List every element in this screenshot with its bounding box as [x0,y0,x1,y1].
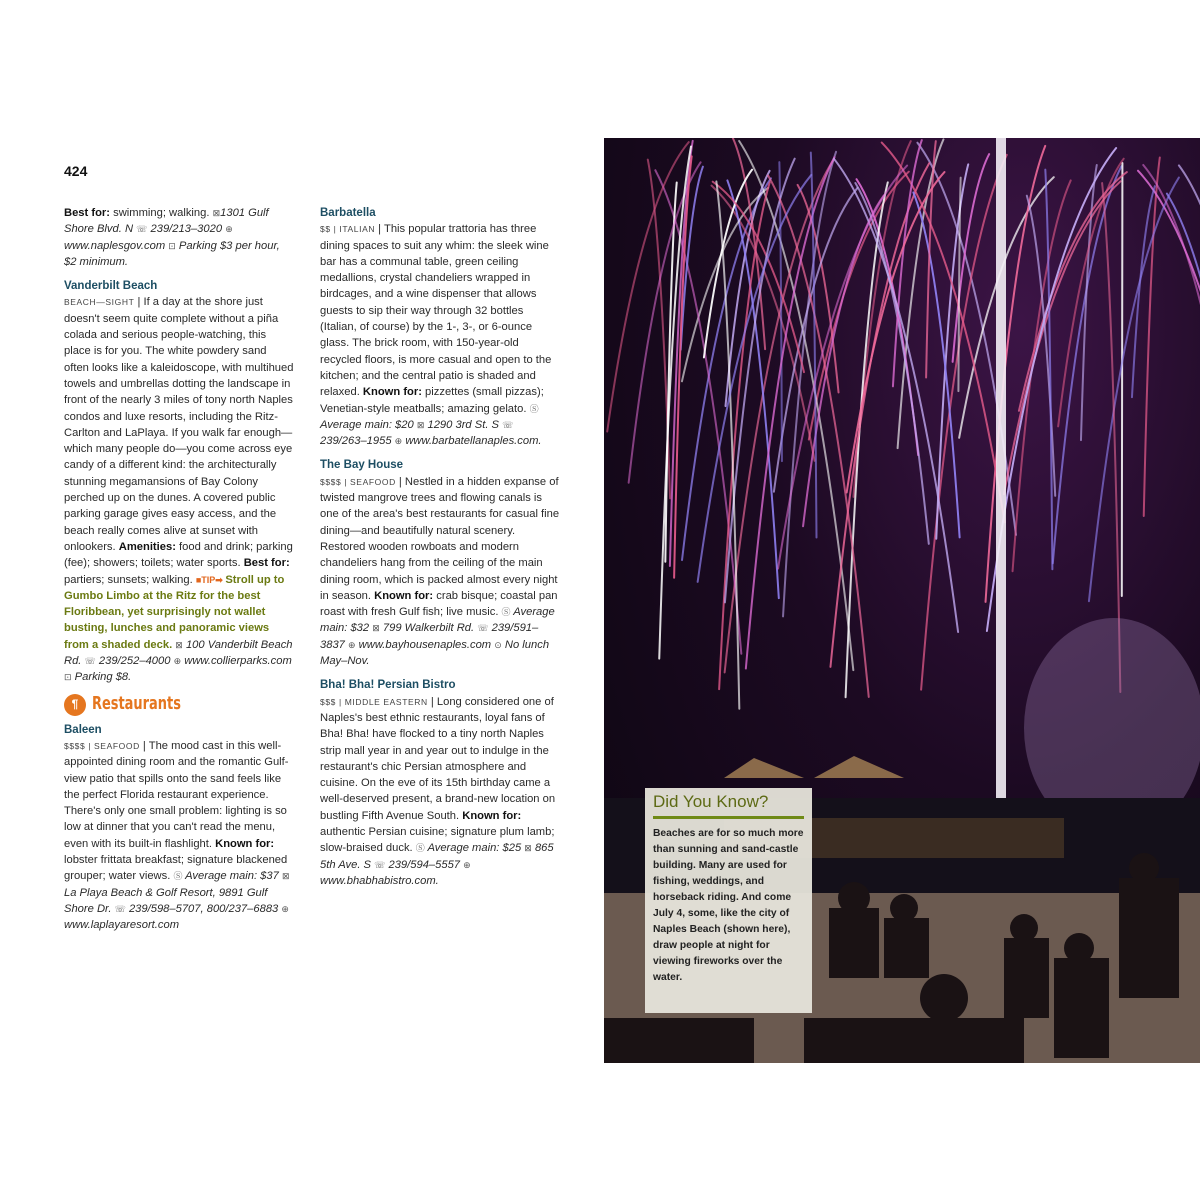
listing-text: 239/598–5707, 800/237–6883 [125,902,282,915]
listing-text: Average main: $20 [320,418,417,431]
listing-text: $$ | ITALIAN [320,224,376,235]
firework-trail [996,138,1006,818]
listing-name: Barbatella [320,207,376,219]
firework-streak [778,166,907,569]
listing-group [64,205,294,686]
listing-text: www.barbatellanaples.com. [402,435,542,448]
listing-text: Parking $3 per hour, $2 minimum. [64,239,280,268]
listing-text: Known for: [462,809,522,822]
firework-streak [798,185,839,393]
average-icon: Ⓢ [501,607,511,618]
section-title: Restaurants [92,693,181,715]
listing-text: 239/252–4000 [95,655,174,668]
listing-text: partiers; sunsets; walking. [64,573,196,586]
listing-name: Bha! Bha! Persian Bistro [320,679,456,692]
web-icon: ⊕ [463,859,471,870]
pier-roof [814,756,904,778]
listing-text: Average main: $25 [424,842,525,855]
listing-text: 239/263–1955 [320,435,395,448]
listing-entry [64,722,294,934]
section-heading-restaurants [64,694,294,716]
phone-icon: ☏ [374,859,386,870]
listing-text: 1301 Gulf Shore Blvd. N [64,207,269,236]
listing-name: The Bay House [320,459,404,472]
listing-text: Best for: [64,207,110,219]
web-icon: ⊕ [281,903,289,914]
phone-icon: ☏ [136,224,148,235]
web-icon: ⊕ [394,436,403,447]
map-pin-icon: ⊠ [281,871,290,882]
firework-streak [1102,183,1120,692]
pier-roof [724,758,804,778]
listing-entry [320,677,560,889]
listing-text: www.bhabhabistro.com. [320,874,439,887]
parking-icon: ⊡ [168,240,176,251]
listing-text: | The mood cast in this well-appointed dining room and the romantic Gulf-view patio that spills onto the sand feels like the perfect Florida restaurant experience. There's only one small problem: lighting is so low at dinner that you can't read the menu, even with its built-in flashlight. [64,739,289,850]
listing-text: ■TIP➡ [195,574,226,585]
firework-streak [739,141,853,670]
listing-group [64,722,294,934]
listing-name: Vanderbilt Beach [64,280,158,293]
listing-text: $$$$ | SEAFOOD [64,740,140,751]
map-pin-icon: ⊠ [212,208,221,218]
listing-entry [64,205,294,270]
listing-text: crab bisque; coastal pan roast with fresh Gulf fish; live music. [320,589,558,619]
firework-streak [1122,163,1123,596]
average-icon: Ⓢ [415,843,425,854]
listing-text: pizzettes (small pizzas); Venetian-style meatballs; amazing gelato. [320,386,544,415]
did-you-know-title: Did You Know? [653,792,804,819]
listing-text: 239/213–3020 [147,223,226,236]
listing-text: | If a day at the shore just doesn't seem quite complete without a piña colada and serious people-watching, this place is for you. The white powdery sand often looks like a kaleidoscope, with multihued towels and umbrellas dotting the landscape in front of the nearly 3 miles of tony north Naples condos and luxe resorts, including the Ritz-Carlton and LaPlaya. If you walk far enough—which many people do—you come across eye candy of a different kind: the architecturally stunning megamansions of Bay Colony perched up on the dunes. A covered public parking garage gives easy access, and the beach really comes alive at sunset with onlookers. [64,296,294,553]
listing-text: www.naplesgov.com [64,239,169,252]
listing-text: 1290 3rd St. S [424,418,503,431]
listing-text: | Long considered one of Naples's best ethnic restaurants, loyal fans of Bha! Bha! have flocked to a tiny north Naples strip mall year in and year out to indulge in the restaurant's chic Persian atmosphere and cuisine. On the eve of its 15th birthday came a well-deserved present, a brand-new location on bustling Fifth Avenue South. [320,695,556,822]
listing-entry [320,205,560,449]
text-column-2 [320,205,560,897]
phone-icon: ☏ [114,903,126,914]
listing-text: $$$$ | SEAFOOD [320,476,396,487]
map-pin-icon: ⊠ [372,623,380,634]
listing-text: 239/594–5557 [385,858,464,871]
listing-text: | This popular trattoria has three dining spaces to suit any whim: the sleek wine bar has a communal table, green ceiling medallions, crystal chandeliers wrapped in birdcages, and a wine dispenser that allows guests to sip their way through 32 bottles (Italian, of course) by the 1-, 3-, or 6-ounce glass. The brick room, with 150-year-old recycled floors, is more casual and open to the kitchen; and the central patio is shaded and relaxed. [320,223,552,399]
text-column-1 [64,205,294,941]
listing-entry [320,457,560,669]
page-number: 424 [64,163,88,179]
listing-text: 799 Walkerbilt Rd. [379,622,478,635]
listing-text: Parking $8. [71,671,132,684]
firework-streak [1004,181,1121,494]
firework-streak [1089,178,1179,602]
listing-text: Stroll up to Gumbo Limbo at the Ritz for the best Floribbean, yet surprisingly not wallet busting, lunches and panoramic views from a shaded deck. [64,573,285,651]
listing-text: Amenities: [118,540,176,553]
did-you-know-body: Beaches are for so much more than sunning and sand-castle building. Many are used for fishing, weddings, and horseback riding. And come July 4, some, like the city of Naples Beach (shown here), draw people at night for viewing fireworks over the water. [653,828,804,983]
listing-text: Average main: $37 [182,870,282,883]
web-icon: ⊕ [225,224,233,235]
firework-streak [1144,157,1160,515]
average-icon: Ⓢ [529,403,539,414]
restaurants-icon: ¶ [64,694,86,716]
phone-icon: ☏ [84,656,96,667]
listing-text: lobster frittata breakfast; signature blackened grouper; water views. [64,853,288,883]
phone-icon: ☏ [477,623,489,634]
listing-text: | Nestled in a hidden expanse of twisted mangrove trees and flowing canals is one of the area's best restaurants for casual fine dining—and beautifully natural scenery. Restored wooden rowboats and modern chandeliers hang from the ceiling of the main dining room, which is packed almost every night in season. [320,475,560,602]
listing-text: www.bayhousenaples.com [355,638,495,651]
listing-text: Known for: [362,386,422,399]
firework-streak [629,162,701,482]
listing-text: Known for: [215,837,275,850]
listing-text: La Playa Beach & Golf Resort, 9891 Gulf Shore Dr. [64,886,268,915]
web-icon: ⊕ [173,656,182,667]
listing-entry [64,278,294,685]
listing-text: www.collierparks.com [181,655,292,668]
firework-streak [1143,165,1200,504]
listing-text: BEACH—SIGHT [64,297,135,308]
listing-text: 239/591–3837 [320,622,539,651]
listing-text: www.laplayaresort.com [64,919,180,932]
map-pin-icon: ⊠ [416,419,425,430]
phone-icon: ☏ [502,419,514,430]
map-pin-icon: ⊠ [524,843,532,854]
firework-streak [809,172,909,440]
listing-text: 865 5th Ave. S [320,842,554,871]
listing-text: authentic Persian cuisine; signature plum lamb; slow-braised duck. [320,825,555,855]
firework-streak [1013,180,1071,571]
parking-icon: ⊡ [64,672,72,683]
did-you-know-box [645,788,812,1013]
listing-text: $$$ | MIDDLE EASTERN [320,696,428,707]
listing-text: 100 Vanderbilt Beach Rd. [64,638,293,668]
listing-text: swimming; walking. [110,207,213,219]
listing-text: Known for: [374,589,434,602]
firework-streak [1167,194,1200,643]
web-icon: ⊕ [348,639,356,650]
listing-text: No lunch May–Nov. [320,638,550,668]
listing-text: food and drink; parking (fee); showers; toilets; water sports. [64,540,293,570]
listing-text: Average main: $32 [320,606,555,635]
listing-name: Baleen [64,723,102,736]
map-pin-icon: ⊠ [175,639,183,650]
closed-icon: ⊙ [494,639,502,650]
listing-text: Best for: [243,557,290,570]
listing-group [320,205,560,889]
average-icon: Ⓢ [173,871,183,882]
